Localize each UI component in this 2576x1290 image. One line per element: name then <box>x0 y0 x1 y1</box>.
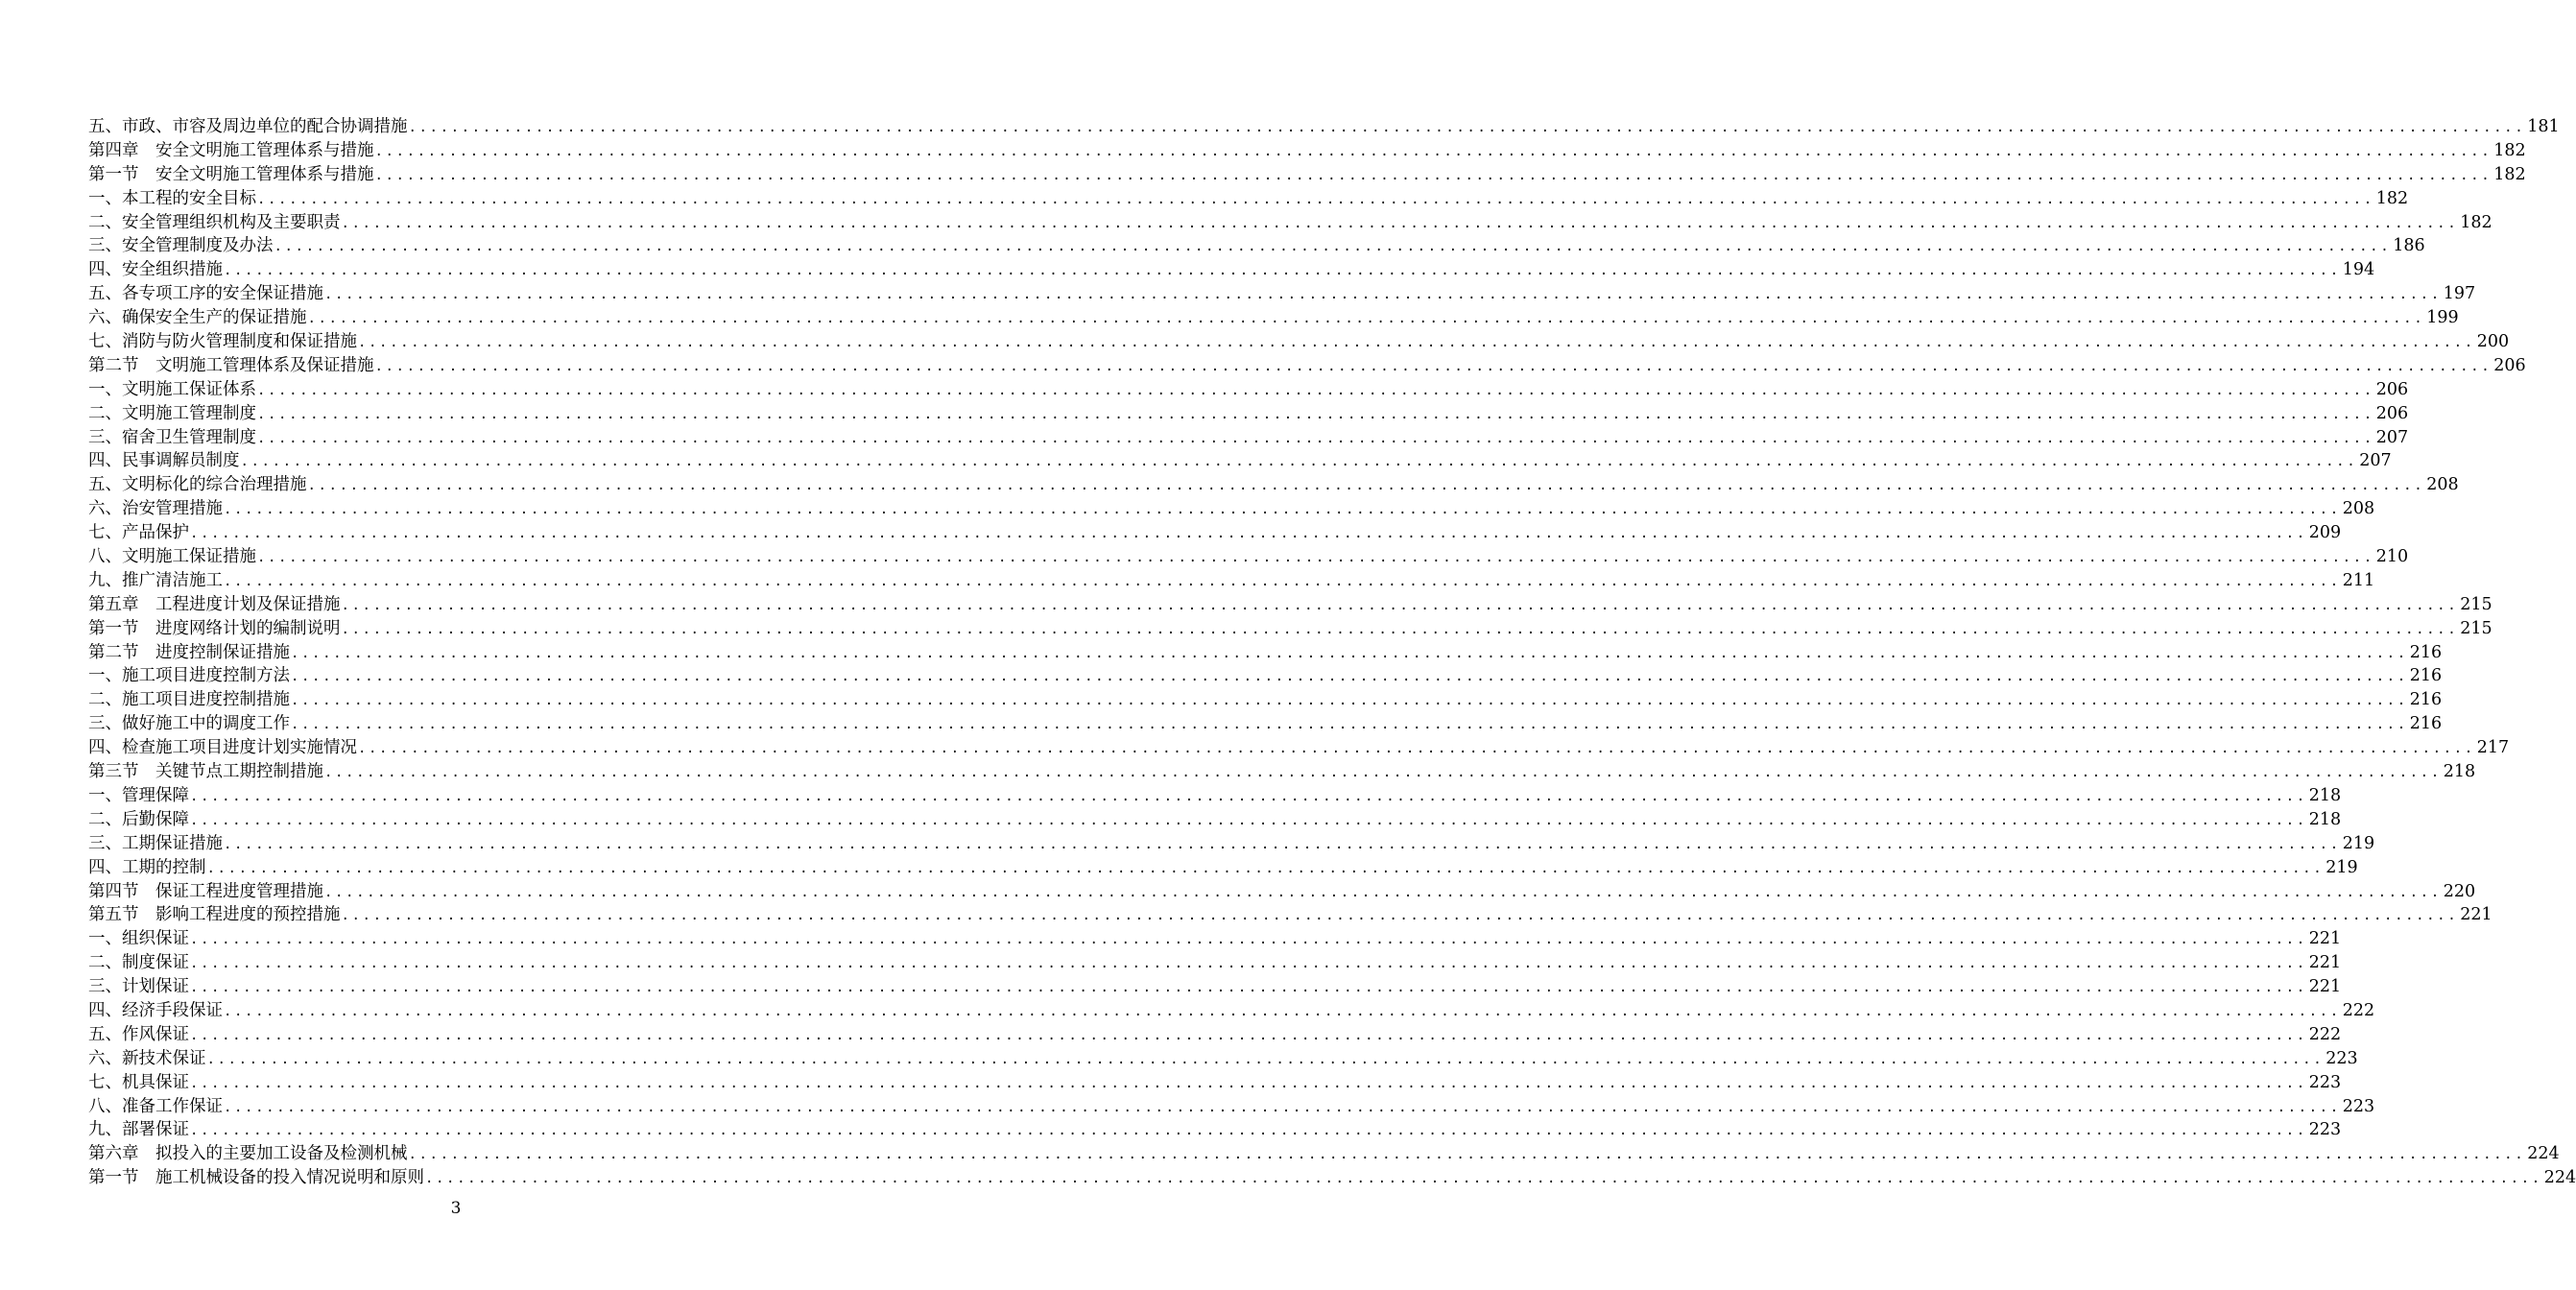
toc-entry-page: 207 <box>2359 451 2392 471</box>
toc-entry-page: 223 <box>2326 1048 2358 1068</box>
toc-leader-dots: ........................................................................................................................................................................................................ <box>224 263 2341 279</box>
toc-entry-title: 四、民事调解员制度 <box>88 451 240 471</box>
toc-entry[interactable] <box>88 1047 2358 1071</box>
toc-entry[interactable] <box>88 927 2342 951</box>
toc-entry-title: 九、部署保证 <box>88 1120 189 1140</box>
toc-entry-title: 七、消防与防火管理制度和保证措施 <box>88 332 357 352</box>
toc-leader-dots: ........................................................................................................................................................................................................ <box>190 956 2307 972</box>
toc-entry-page: 215 <box>2460 618 2493 638</box>
toc-entry[interactable] <box>88 354 2526 378</box>
toc-entry-title: 三、做好施工中的调度工作 <box>88 714 290 734</box>
toc-entry-page: 197 <box>2443 284 2476 304</box>
toc-entry-page: 200 <box>2476 332 2510 352</box>
toc-entry-page: 182 <box>2375 188 2409 208</box>
toc-entry[interactable] <box>88 139 2526 163</box>
toc-leader-dots: ........................................................................................................................................................................................................ <box>324 884 2442 900</box>
toc-entry[interactable] <box>88 999 2375 1023</box>
toc-leader-dots: ........................................................................................................................................................................................................ <box>291 645 2408 661</box>
toc-entry-page: 224 <box>2543 1168 2576 1188</box>
toc-entry[interactable] <box>88 426 2409 450</box>
toc-entry-page: 223 <box>2308 1120 2342 1140</box>
toc-leader-dots: ........................................................................................................................................................................................................ <box>190 1075 2307 1091</box>
toc-entry[interactable] <box>88 593 2493 617</box>
toc-leader-dots: ........................................................................................................................................................................................................ <box>257 191 2374 207</box>
toc-entry-page: 216 <box>2409 642 2443 662</box>
toc-entry-page: 206 <box>2493 355 2526 375</box>
toc-entry[interactable] <box>88 1095 2375 1119</box>
toc-leader-dots: ........................................................................................................................................................................................................ <box>257 406 2374 422</box>
toc-entry-title: 三、工期保证措施 <box>88 833 223 853</box>
toc-entry-title: 六、治安管理措施 <box>88 499 223 519</box>
toc-entry[interactable] <box>88 163 2526 187</box>
toc-leader-dots: ........................................................................................................................................................................................................ <box>307 311 2425 327</box>
toc-entry[interactable] <box>88 1118 2342 1142</box>
toc-entry-title: 二、后勤保障 <box>88 809 189 829</box>
toc-leader-dots: ........................................................................................................................................................................................................ <box>206 1051 2325 1067</box>
toc-entry[interactable] <box>88 736 2510 760</box>
toc-leader-dots: ........................................................................................................................................................................................................ <box>190 812 2307 828</box>
toc-entry-title: 四、检查施工项目进度计划实施情况 <box>88 738 357 758</box>
toc-entry-page: 222 <box>2342 1000 2375 1020</box>
toc-leader-dots: ........................................................................................................................................................................................................ <box>358 741 2475 757</box>
toc-leader-dots: ........................................................................................................................................................................................................ <box>224 1099 2341 1115</box>
toc-entry[interactable] <box>88 856 2358 880</box>
toc-entry-page: 207 <box>2375 427 2409 447</box>
toc-entry[interactable] <box>88 664 2443 688</box>
toc-entry[interactable] <box>88 1071 2342 1095</box>
toc-entry-page: 182 <box>2493 140 2526 160</box>
toc-entry-page: 210 <box>2375 547 2409 567</box>
toc-entry-page: 220 <box>2443 881 2476 901</box>
toc-entry-title: 四、安全组织措施 <box>88 260 223 280</box>
toc-entry-title: 三、宿舍卫生管理制度 <box>88 427 256 447</box>
toc-entry-page: 208 <box>2426 475 2459 495</box>
toc-entry[interactable] <box>88 784 2342 808</box>
toc-entry[interactable] <box>88 378 2409 402</box>
toc-leader-dots: ........................................................................................................................................................................................................ <box>341 215 2459 231</box>
toc-leader-dots: ........................................................................................................................................................................................................ <box>224 836 2341 852</box>
toc-entry-page: 218 <box>2308 785 2342 805</box>
toc-leader-dots: ........................................................................................................................................................................................................ <box>425 1171 2542 1187</box>
toc-entry[interactable] <box>88 951 2342 975</box>
toc-entry-title: 八、准备工作保证 <box>88 1096 223 1116</box>
toc-entry[interactable] <box>88 880 2476 904</box>
toc-entry-title: 五、作风保证 <box>88 1024 189 1044</box>
toc-entry[interactable] <box>88 808 2342 832</box>
toc-leader-dots: ........................................................................................................................................................................................................ <box>240 454 2358 470</box>
toc-leader-dots: ........................................................................................................................................................................................................ <box>190 526 2307 542</box>
toc-entry-title: 四、经济手段保证 <box>88 1000 223 1020</box>
toc-leader-dots: ........................................................................................................................................................................................................ <box>341 597 2459 613</box>
toc-entry[interactable] <box>88 234 2425 258</box>
toc-entry-title: 一、本工程的安全目标 <box>88 188 256 208</box>
toc-entry-title: 四、工期的控制 <box>88 857 206 877</box>
toc-entry[interactable] <box>88 975 2342 999</box>
toc-entry-title: 第四章 安全文明施工管理体系与措施 <box>88 140 374 160</box>
toc-entry-page: 222 <box>2308 1024 2342 1044</box>
toc-entry-title: 第五章 工程进度计划及保证措施 <box>88 594 341 614</box>
toc-entry-title: 第一节 施工机械设备的投入情况说明和原则 <box>88 1168 424 1188</box>
toc-entry[interactable] <box>88 641 2443 665</box>
toc-entry-page: 182 <box>2493 164 2526 184</box>
toc-entry-title: 二、文明施工管理制度 <box>88 403 256 423</box>
toc-entry-title: 六、新技术保证 <box>88 1048 206 1068</box>
toc-entry-page: 215 <box>2460 594 2493 614</box>
toc-entry[interactable] <box>88 688 2443 712</box>
toc-entry-title: 第三节 关键节点工期控制措施 <box>88 762 323 782</box>
toc-leader-dots: ........................................................................................................................................................................................................ <box>224 1003 2341 1019</box>
toc-entry[interactable] <box>88 497 2375 521</box>
table-of-contents <box>88 115 2576 1190</box>
toc-leader-dots: ........................................................................................................................................................................................................ <box>341 621 2459 637</box>
toc-entry-page: 223 <box>2308 1072 2342 1092</box>
toc-entry-title: 一、组织保证 <box>88 929 189 949</box>
toc-entry-title: 五、各专项工序的安全保证措施 <box>88 284 323 304</box>
page-number: 3 <box>450 1199 462 1218</box>
toc-entry-title: 五、文明标化的综合治理措施 <box>88 475 307 495</box>
toc-entry-page: 224 <box>2527 1144 2560 1164</box>
toc-leader-dots: ........................................................................................................................................................................................................ <box>206 860 2325 876</box>
toc-entry[interactable] <box>88 569 2375 593</box>
toc-entry-page: 208 <box>2342 499 2375 519</box>
toc-leader-dots: ........................................................................................................................................................................................................ <box>190 1027 2307 1043</box>
toc-entry-page: 219 <box>2326 857 2358 877</box>
toc-entry-title: 三、安全管理制度及办法 <box>88 236 274 256</box>
toc-entry[interactable] <box>88 258 2375 282</box>
toc-entry-page: 209 <box>2308 523 2342 543</box>
toc-entry-title: 第五节 影响工程进度的预控措施 <box>88 905 341 925</box>
toc-entry[interactable] <box>88 187 2409 211</box>
toc-entry-page: 223 <box>2342 1096 2375 1116</box>
toc-leader-dots: ........................................................................................................................................................................................................ <box>324 287 2442 303</box>
toc-entry-page: 186 <box>2393 236 2425 256</box>
toc-entry[interactable] <box>88 1023 2342 1047</box>
toc-entry-title: 第一节 安全文明施工管理体系与措施 <box>88 164 374 184</box>
toc-leader-dots: ........................................................................................................................................................................................................ <box>257 430 2374 446</box>
toc-leader-dots: ........................................................................................................................................................................................................ <box>224 573 2341 589</box>
toc-entry[interactable] <box>88 1142 2560 1166</box>
toc-entry-title: 三、计划保证 <box>88 977 189 997</box>
toc-entry[interactable] <box>88 115 2560 139</box>
toc-leader-dots: ........................................................................................................................................................................................................ <box>190 980 2307 996</box>
toc-entry-page: 221 <box>2460 905 2493 925</box>
toc-leader-dots: ........................................................................................................................................................................................................ <box>224 502 2341 518</box>
toc-leader-dots: ........................................................................................................................................................................................................ <box>291 717 2408 733</box>
toc-entry-title: 八、文明施工保证措施 <box>88 547 256 567</box>
toc-entry[interactable] <box>88 712 2443 736</box>
toc-entry[interactable] <box>88 449 2392 473</box>
toc-entry-title: 第六章 拟投入的主要加工设备及检测机械 <box>88 1144 408 1164</box>
toc-entry-page: 218 <box>2443 762 2476 782</box>
toc-entry-title: 第二节 进度控制保证措施 <box>88 642 290 662</box>
toc-entry[interactable] <box>88 1166 2576 1190</box>
toc-entry-page: 206 <box>2375 379 2409 399</box>
toc-leader-dots: ........................................................................................................................................................................................................ <box>190 1123 2307 1139</box>
toc-leader-dots: ........................................................................................................................................................................................................ <box>190 932 2307 948</box>
toc-leader-dots: ........................................................................................................................................................................................................ <box>341 908 2459 924</box>
toc-entry-title: 第一节 进度网络计划的编制说明 <box>88 618 341 638</box>
toc-entry-title: 一、施工项目进度控制方法 <box>88 666 290 686</box>
toc-leader-dots: ........................................................................................................................................................................................................ <box>374 143 2493 159</box>
toc-entry-page: 216 <box>2409 666 2443 686</box>
toc-entry-page: 216 <box>2409 690 2443 710</box>
toc-entry[interactable] <box>88 282 2476 306</box>
toc-entry[interactable] <box>88 832 2375 856</box>
toc-entry[interactable] <box>88 211 2493 235</box>
toc-entry[interactable] <box>88 545 2409 569</box>
toc-entry[interactable] <box>88 903 2493 927</box>
toc-entry[interactable] <box>88 473 2459 497</box>
toc-entry-title: 一、文明施工保证体系 <box>88 379 256 399</box>
toc-leader-dots: ........................................................................................................................................................................................................ <box>257 550 2374 566</box>
toc-entry-title: 二、制度保证 <box>88 953 189 973</box>
toc-entry-page: 181 <box>2527 117 2560 136</box>
toc-entry-title: 七、产品保护 <box>88 523 189 543</box>
toc-leader-dots: ........................................................................................................................................................................................................ <box>274 239 2392 255</box>
toc-leader-dots: ........................................................................................................................................................................................................ <box>257 382 2374 398</box>
toc-entry[interactable] <box>88 306 2459 330</box>
toc-entry[interactable] <box>88 330 2510 354</box>
toc-leader-dots: ........................................................................................................................................................................................................ <box>307 478 2425 494</box>
toc-leader-dots: ........................................................................................................................................................................................................ <box>374 167 2493 183</box>
toc-leader-dots: ........................................................................................................................................................................................................ <box>190 788 2307 804</box>
toc-entry-page: 199 <box>2426 308 2459 328</box>
toc-entry-page: 211 <box>2342 570 2375 590</box>
toc-entry[interactable] <box>88 760 2476 784</box>
toc-leader-dots: ........................................................................................................................................................................................................ <box>408 120 2526 135</box>
toc-leader-dots: ........................................................................................................................................................................................................ <box>324 765 2442 781</box>
toc-entry-page: 216 <box>2409 714 2443 734</box>
toc-entry-title: 二、安全管理组织机构及主要职责 <box>88 212 341 232</box>
toc-entry-page: 221 <box>2308 953 2342 973</box>
toc-entry-page: 221 <box>2308 929 2342 949</box>
toc-leader-dots: ........................................................................................................................................................................................................ <box>358 335 2475 351</box>
toc-entry-page: 221 <box>2308 977 2342 997</box>
toc-entry-page: 194 <box>2342 260 2375 280</box>
toc-entry-title: 五、市政、市容及周边单位的配合协调措施 <box>88 117 408 136</box>
toc-entry-title: 一、管理保障 <box>88 785 189 805</box>
toc-entry-page: 206 <box>2375 403 2409 423</box>
toc-entry-page: 182 <box>2460 212 2493 232</box>
toc-entry[interactable] <box>88 521 2342 545</box>
toc-entry-page: 217 <box>2476 738 2510 758</box>
toc-leader-dots: ........................................................................................................................................................................................................ <box>374 358 2493 374</box>
toc-entry-title: 六、确保安全生产的保证措施 <box>88 308 307 328</box>
toc-entry[interactable] <box>88 617 2493 641</box>
toc-entry[interactable] <box>88 402 2409 426</box>
toc-entry-title: 九、推广清洁施工 <box>88 570 223 590</box>
toc-leader-dots: ........................................................................................................................................................................................................ <box>291 669 2408 685</box>
toc-entry-title: 第四节 保证工程进度管理措施 <box>88 881 323 901</box>
toc-entry-title: 二、施工项目进度控制措施 <box>88 690 290 710</box>
toc-entry-page: 219 <box>2342 833 2375 853</box>
toc-entry-title: 第二节 文明施工管理体系及保证措施 <box>88 355 374 375</box>
toc-leader-dots: ........................................................................................................................................................................................................ <box>291 693 2408 709</box>
toc-entry-title: 七、机具保证 <box>88 1072 189 1092</box>
toc-leader-dots: ........................................................................................................................................................................................................ <box>408 1147 2526 1163</box>
toc-entry-page: 218 <box>2308 809 2342 829</box>
